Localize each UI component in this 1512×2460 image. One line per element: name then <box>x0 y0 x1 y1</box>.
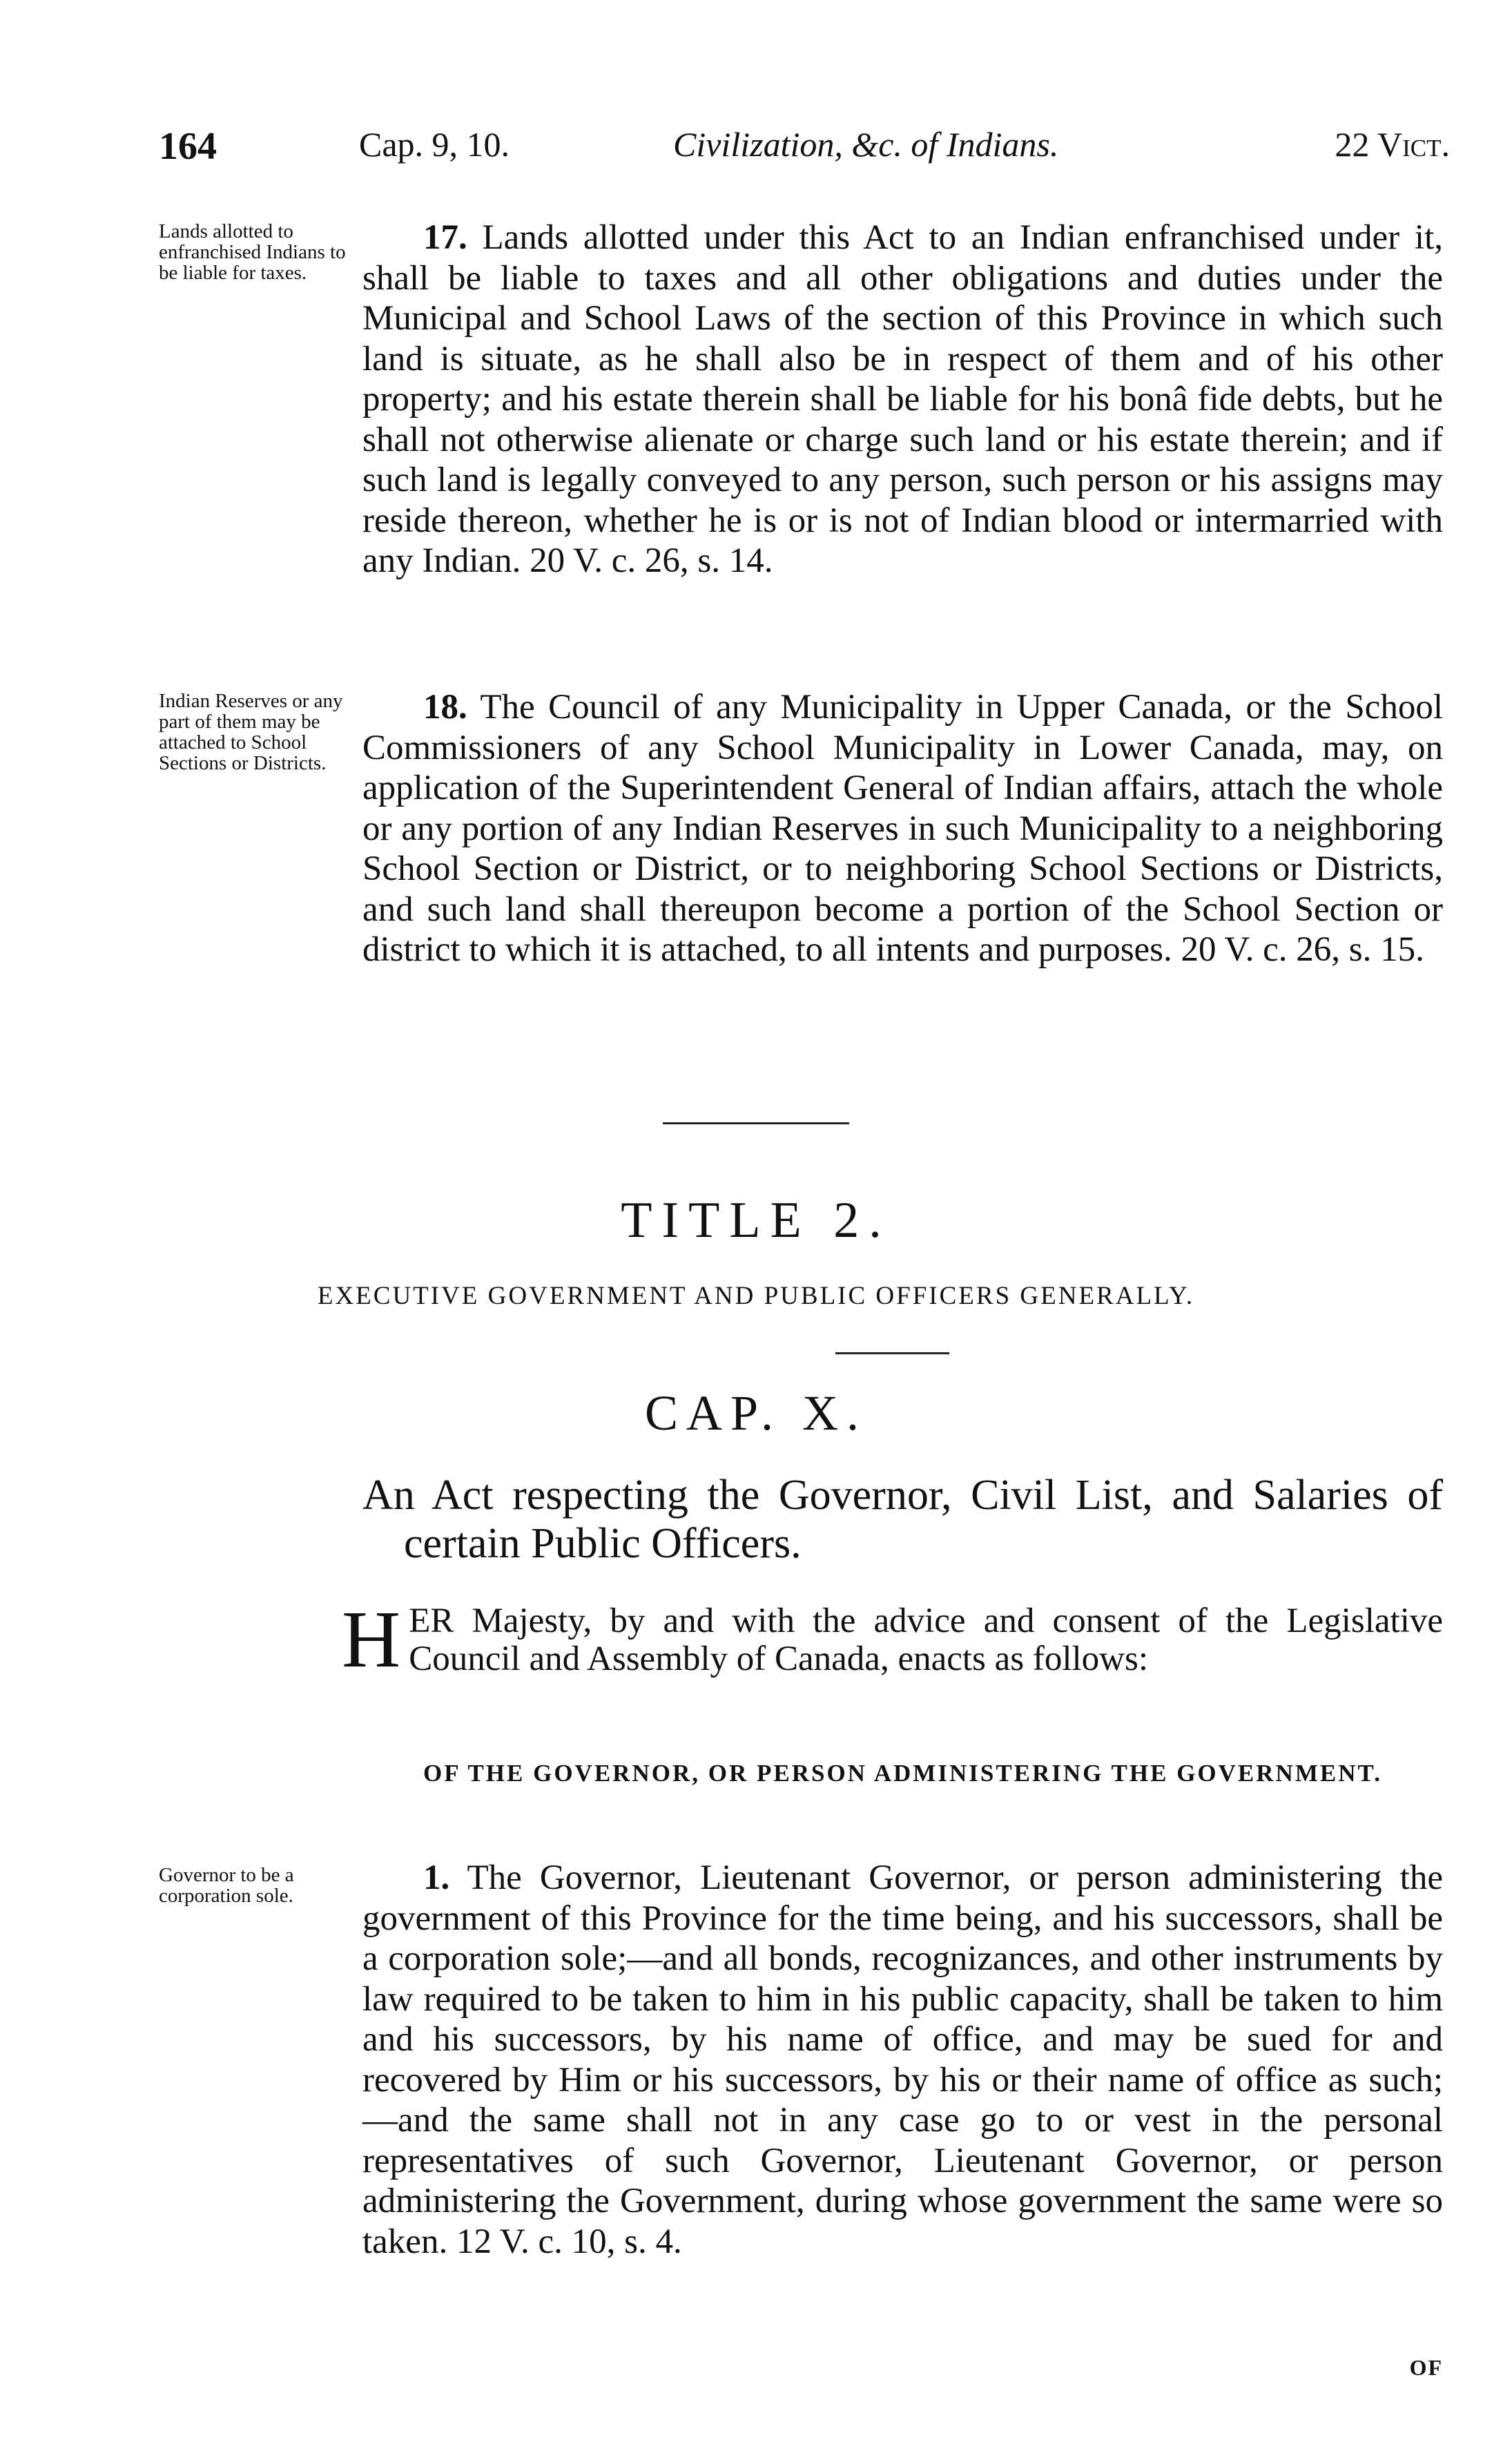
enacting-text: ER Majesty, by and with the advice and consent of the Legislative Council and Assembly of Canada, enacts as follows: <box>409 1602 1443 1678</box>
running-header <box>159 124 1450 173</box>
section-17 <box>362 218 1443 582</box>
margin-note-governor: Governor to be a corporation sole. <box>159 1864 294 1907</box>
section-number: 1. <box>423 1858 450 1897</box>
running-title: Civilization, &c. of Indians. <box>673 125 1059 164</box>
section-text: Lands allotted under this Act to an Indian enfranchised under it, shall be liable to taxes and all other obligations and duties under the Municipal and School Laws of the section of this Province in which such land is situate, as he shall also be in respect of them and of his other property; and his estate therein shall be liable for his bonâ fide debts, but he shall not otherwise alienate or charge such land or his estate therein; and if such land is legally conveyed to any person, such person or his assigns may reside thereon, whether he is or is not of Indian blood or intermarried with any Indian. 20 V. c. 26, s. 14. <box>362 218 1444 580</box>
section-divider <box>663 1122 849 1124</box>
section-number: 18. <box>423 688 467 727</box>
margin-note-indian-reserves: Indian Reserves or any part of them may be attached to School Sections or Districts. <box>159 690 343 774</box>
subheading-governor: OF THE GOVERNOR, OR PERSON ADMINISTERING THE GOVERNMENT. <box>423 1760 1382 1787</box>
title-heading: TITLE 2. <box>621 1192 891 1249</box>
title-divider <box>835 1352 949 1354</box>
act-title: An Act respecting the Governor, Civil List, and Salaries of certain Public Officers. <box>362 1472 1443 1567</box>
section-number: 17. <box>423 218 467 257</box>
section-text: The Governor, Lieutenant Governor, or person administering the government of this Province for the time being, and his successors, shall be a corporation sole;—and all bonds, recognizances, and other instruments by law required to be taken to him in his public capacity, shall be taken to him and his successors, by his name of office, and may be sued for and recovered by Him or his successors, by his or their name of office as such;—and the same shall not in any case go to or vest in the personal representatives of such Governor, Lieutenant Governor, or person administering the Government, during whose government the same were so taken. 12 V. c. 10, s. 4. <box>362 1858 1443 2261</box>
regnal-year: 22 Vict. <box>1335 125 1450 164</box>
section-1 <box>362 1858 1443 2262</box>
enacting-clause <box>342 1594 1443 1684</box>
page-number: 164 <box>159 125 217 168</box>
catchword: OF <box>1409 2355 1443 2380</box>
chapter-reference: Cap. 9, 10. <box>359 125 510 164</box>
section-text: The Council of any Municipality in Upper Canada, or the School Commissioners of any School Municipality in Lower Canada, may, on application of the Superintendent General of Indian affairs, attach the whole or any portion of any Indian Reserves in such Municipality to a neighboring School Section or District, or to neighboring School Sections or Districts, and such land shall thereupon become a portion of the School Section or district to which it is attached, to all intents and purposes. 20 V. c. 26, s. 15. <box>362 688 1443 969</box>
section-18 <box>362 687 1443 970</box>
margin-note-lands-allotted: Lands allotted to enfranchised Indians to be liable for taxes. <box>159 220 346 284</box>
chapter-heading: CAP. X. <box>644 1385 868 1441</box>
title-subheading: EXECUTIVE GOVERNMENT AND PUBLIC OFFICERS GENERALLY. <box>317 1282 1195 1310</box>
drop-cap: H <box>342 1594 401 1684</box>
